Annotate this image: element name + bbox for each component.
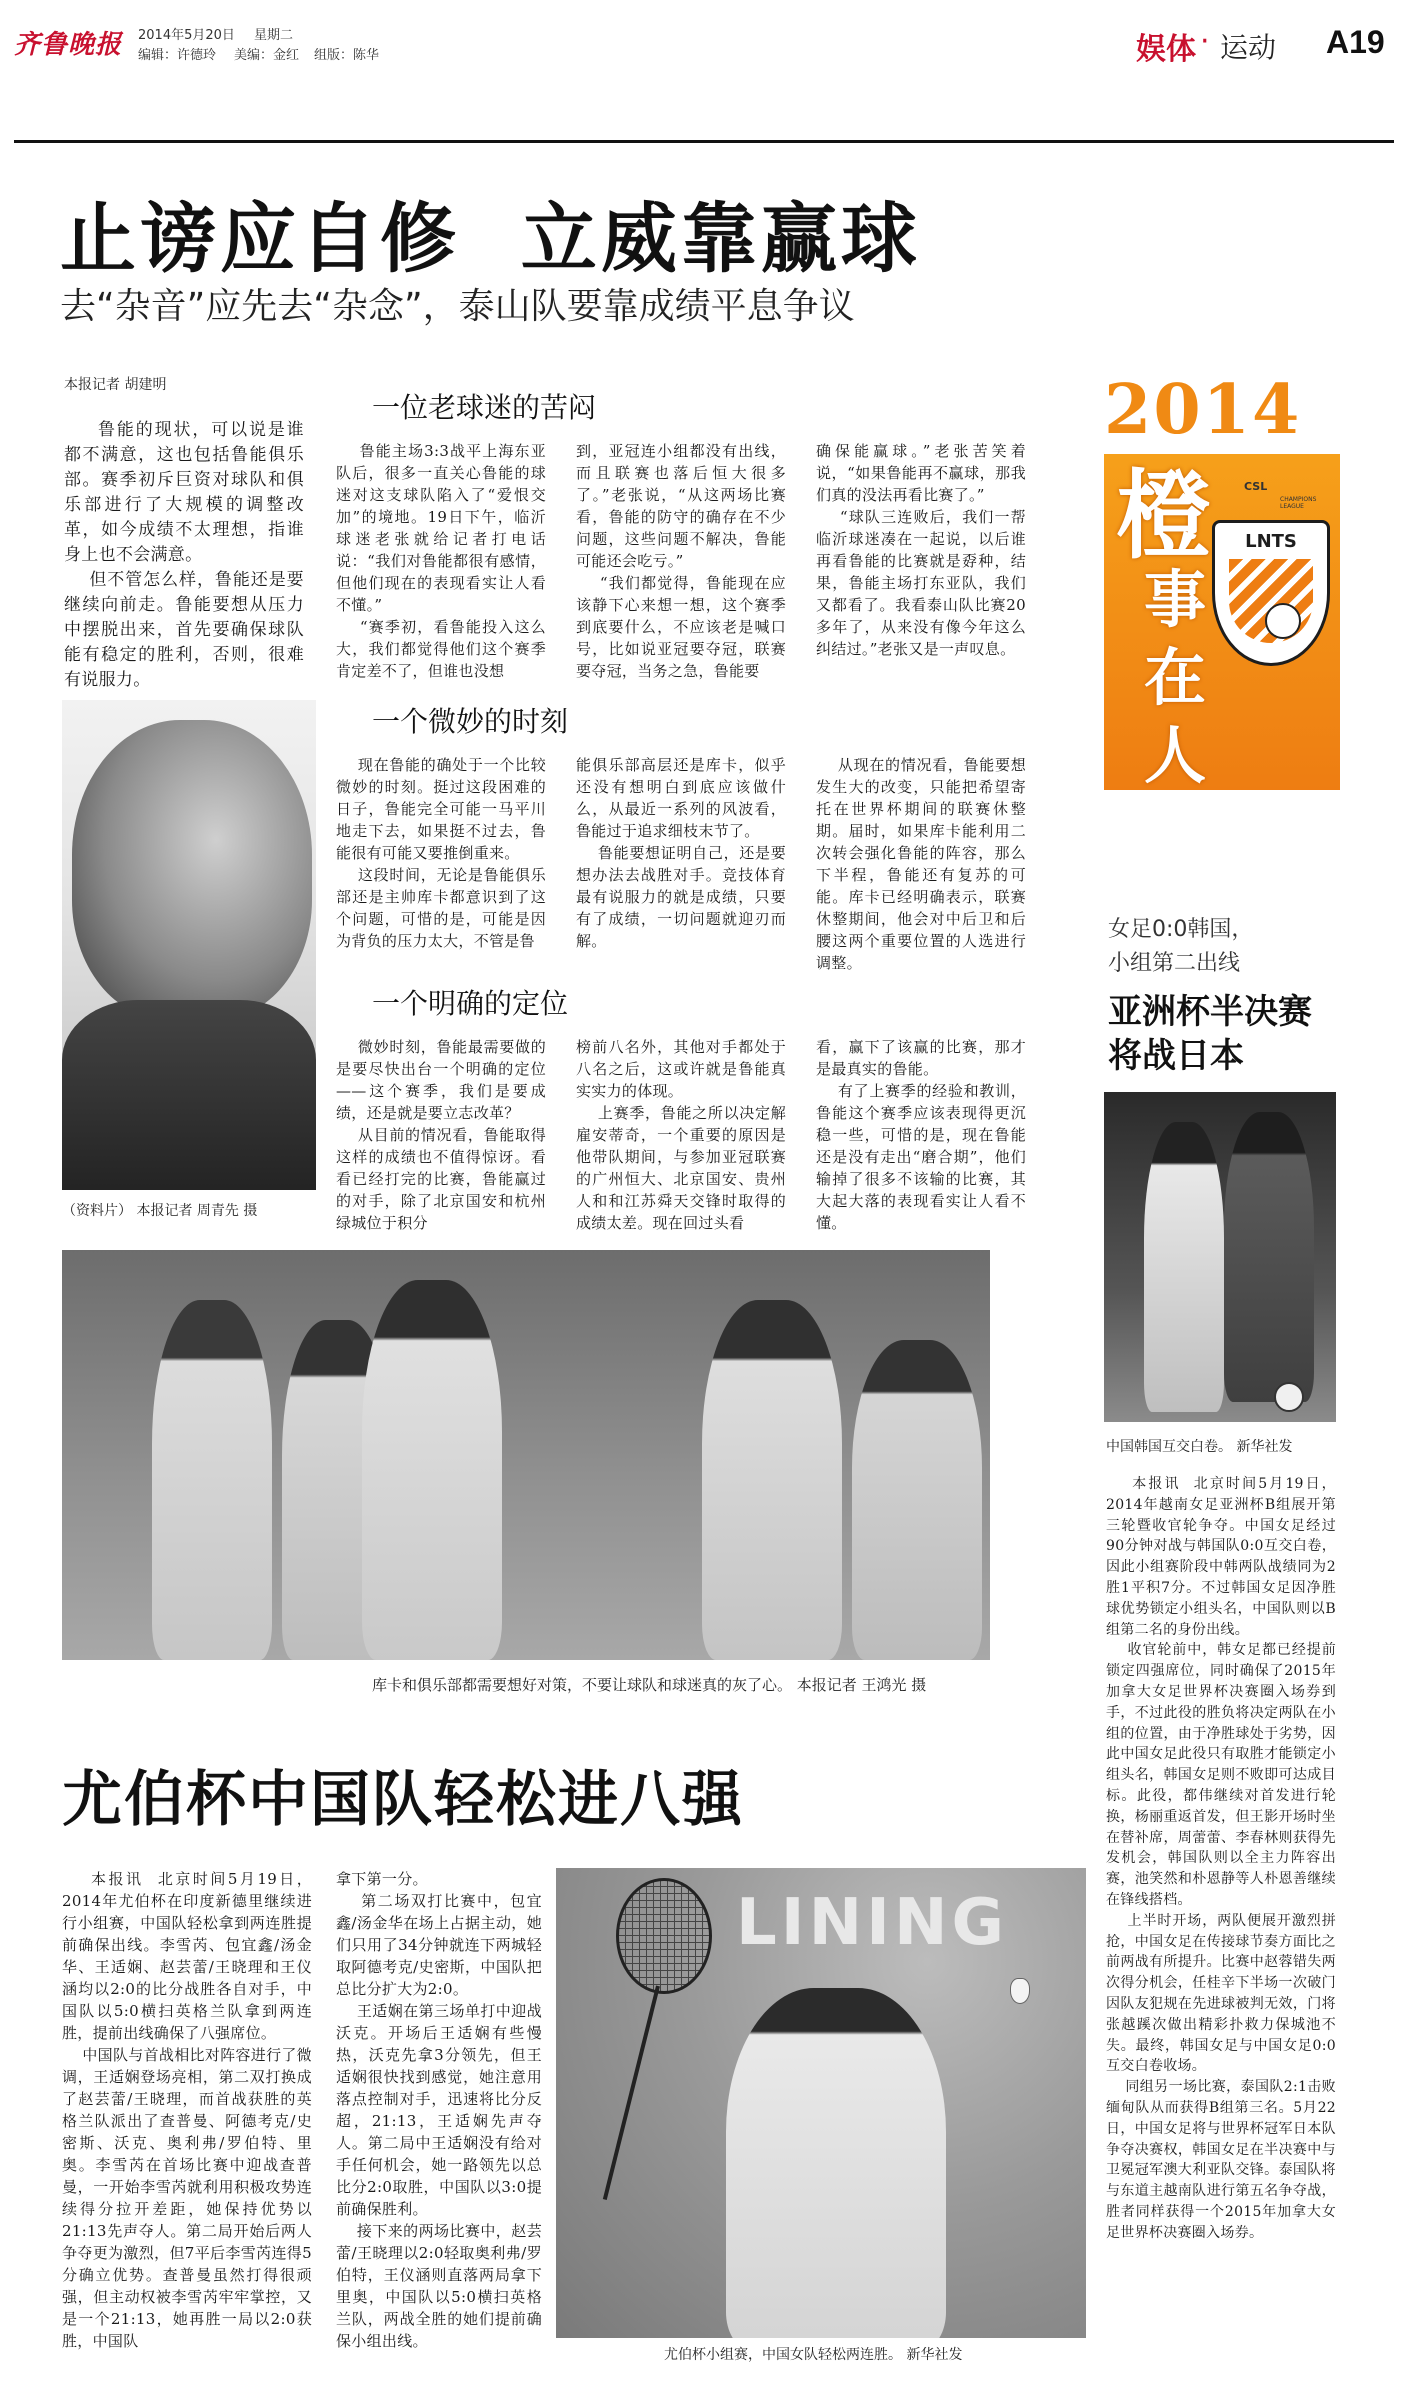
racket-brand-text: LINING	[736, 1886, 1009, 1960]
badminton-photo-caption: 尤伯杯小组赛，中国女队轻松两连胜。 新华社发	[664, 2347, 963, 2363]
acl-logo: CHAMPIONS LEAGUE	[1280, 496, 1317, 510]
section-moment-col2: 能俱乐部高层还是库卡，似乎还没有想明白到底应该做什么，从最近一系列的风波看，鲁能过于追求细枝末节了。 鲁能要想证明自己，还是要想办法去战胜对手。竞技体育最有说服力的就是成绩，只要有了成绩，一切问题就迎刃而解。	[576, 756, 786, 950]
issue-date: 2014年5月20日	[138, 28, 235, 43]
women-football-photo-caption: 中国韩国互交白卷。 新华社发	[1106, 1439, 1293, 1455]
lead-subheadline: 去“杂音”应先去“杂念”，泰山队要靠成绩平息争议	[60, 286, 855, 327]
women-football-headline-2: 将战日本	[1108, 1036, 1244, 1076]
uber-cup-headline: 尤伯杯中国队轻松进八强	[62, 1765, 744, 1835]
header-rule	[14, 140, 1394, 143]
section-position-col1: 微妙时刻，鲁能最需要做的是要尽快出台一个明确的定位——这个赛季，我们是要成绩，还是就是要立志改革？ 从目前的情况看，鲁能取得这样的成绩也不值得惊讶。看看已经打完的比赛，鲁能赢过的对手，除了北京国安和杭州绿城位于积分	[336, 1038, 546, 1232]
section-fan-col3: 确保能赢球。”老张苦笑着说，“如果鲁能再不赢球，那我们真的没法再看比赛了。” “球队三连败后，我们一帮临沂球迷凑在一起说，以后谁再看鲁能的比赛就是孬种，结果，鲁能主场打东亚队，我们又都看了。我看泰山队比赛20多年了，从来没有像今年这么纠结过。”老张又是一声叹息。	[816, 442, 1026, 658]
club-badge-icon	[1212, 520, 1330, 666]
coach-photo-caption: （资料片） 本报记者 周青先 摄	[62, 1203, 258, 1219]
promo-char-4: 人	[1144, 719, 1207, 792]
masthead	[14, 24, 1394, 67]
lead-headline: 止谤应自修 立威靠赢球	[60, 194, 921, 283]
newspaper-logo: 齐鲁晚报	[14, 30, 123, 60]
women-football-photo	[1104, 1092, 1336, 1422]
shuttlecock-icon	[1010, 1978, 1030, 2004]
issue-weekday: 星期二	[254, 28, 294, 43]
section-fan-col2: 到，亚冠连小组都没有出线，而且联赛也落后恒大很多了。”老张说，“从这两场比赛看，鲁能的防守的确存在不少问题，这些问题不解决，鲁能可能还会吃亏。” “我们都觉得，鲁能现在应该静下心来想一想，这个赛季到底要什么，不应该老是喊口号，比如说亚冠要夺冠，联赛要夺冠，当务之急，鲁能要	[576, 442, 786, 680]
layout-editor-credit: 组版：陈华	[314, 48, 380, 63]
section-fan-col1: 鲁能主场3:3战平上海东亚队后，很多一直关心鲁能的球迷对这支球队陷入了“爱恨交加”的境地。19日下午，临沂球迷老张就给记者打电话说：“我们对鲁能都很有感情，但他们现在的表现看实让人看不懂。” “赛季初，看鲁能投入这么大，我们都觉得他们这个赛季肯定差不了，但谁也没想	[336, 442, 546, 680]
section-position-col3: 看，赢下了该赢的比赛，那才是最真实的鲁能。 有了上赛季的经验和教训，鲁能这个赛季应该表现得更沉稳一些，可惜的是，现在鲁能还是没有走出“磨合期”，他们输掉了很多不该输的比赛，其大起大落的表现看实让人看不懂。	[816, 1038, 1026, 1232]
section-position-col2: 榜前八名外，其他对手都处于八名之后，这或许就是鲁能真实实力的体现。 上赛季，鲁能之所以决定解雇安蒂奇，一个重要的原因是他带队期间，与参加亚冠联赛的广州恒大、北京国安、贵州人和和江苏舜天交锋时取得的成绩太差。现在回过头看	[576, 1038, 786, 1232]
club-badge-label: LNTS	[1245, 531, 1297, 552]
csl-logo: CSL	[1244, 480, 1268, 493]
promo-year: 2014	[1104, 370, 1302, 450]
page-number: A19	[1326, 24, 1385, 60]
promo-char-3: 在	[1144, 641, 1207, 714]
badminton-photo	[556, 1868, 1086, 2338]
promo-box	[1104, 370, 1340, 790]
editor-credit: 编辑：许德玲	[138, 48, 217, 63]
section-name-b: 运动	[1220, 31, 1277, 64]
section-name-a: 娱体	[1136, 32, 1196, 67]
uber-cup-col1: 本报讯 北京时间5月19日，2014年尤伯杯在印度新德里继续进行小组赛，中国队轻松拿到两连胜提前确保出线。李雪芮、包宜鑫/汤金华、王适娴、赵芸蕾/王晓理和王仪涵均以2:0的比分战胜各自对手，中国队以5:0横扫英格兰队拿到两连胜，提前出线确保了八强席位。 中国队与首战相比对阵容进行了微调，王适娴登场亮相，第二双打换成了赵芸蕾/王晓理，而首战获胜的英格兰队派出了查普曼、阿德考克/史密斯、沃克、奥利弗/罗伯特、里奥。李雪芮在首场比赛中迎战查普曼，一开始李雪芮就利用积极攻势连续得分拉开差距，她保持优势以21:13先声夺人。第二局开始后两人争夺更为激烈，但7平后李雪芮连得5分确立优势。查普曼虽然打得很顽强，但主动权被李雪芮牢牢掌控，又是一个21:13，她再胜一局以2:0获胜，中国队	[62, 1870, 312, 2350]
lead-intro: 鲁能的现状，可以说是谁都不满意，这也包括鲁能俱乐部。赛季初斥巨资对球队和俱乐部进行了大规模的调整改革，如今成绩不太理想，指谁身上也不会满意。 但不管怎么样，鲁能还是要继续向前走。鲁能要想从压力中摆脱出来，首先要确保球队能有稳定的胜利，否则，很难有说服力。	[64, 420, 304, 690]
lead-byline: 本报记者 胡建明	[64, 377, 167, 393]
section-title-fan: 一位老球迷的苦闷	[372, 391, 597, 424]
art-editor-credit: 美编：金红	[234, 48, 300, 63]
team-photo	[62, 1250, 990, 1660]
uber-cup-col2: 拿下第一分。 第二场双打比赛中，包宜鑫/汤金华在场上占据主动，她们只用了34分钟就连下两城轻取阿德考克/史密斯，中国队把总比分扩大为2:0。 王适娴在第三场单打中迎战沃克。开场后王适娴有些慢热，沃克先拿3分领先，但王适娴很快找到感觉，她注意用落点控制对手，迅速将比分反超，21:13，王适娴先声夺人。第二局中王适娴没有给对手任何机会，她一路领先以总比分2:0取胜，中国队以3:0提前确保胜利。 接下来的两场比赛中，赵芸蕾/王晓理以2:0轻取奥利弗/罗伯特，王仪涵则直落两局拿下里奥，中国队以5:0横扫英格兰队，两战全胜的她们提前确保小组出线。	[336, 1870, 542, 2350]
section-moment-col3: 从现在的情况看，鲁能要想发生大的改变，只能把希望寄托在世界杯期间的联赛休整期。届时，如果库卡能利用二次转会强化鲁能的阵容，那么下半程，鲁能还有复苏的可能。库卡已经明确表示，联赛休整期间，他会对中后卫和后腰这两个重要位置的人选进行调整。	[816, 756, 1026, 972]
women-football-kicker-2: 小组第二出线	[1108, 951, 1241, 976]
team-photo-caption: 库卡和俱乐部都需要想好对策，不要让球队和球迷真的灰了心。 本报记者 王鸿光 摄	[372, 1676, 927, 1694]
women-football-kicker-1: 女足0:0韩国，	[1108, 917, 1254, 942]
women-football-article: 本报讯 北京时间5月19日，2014年越南女足亚洲杯B组展开第三轮暨收官轮争夺。中国女足经过90分钟对战与韩国队0:0互交白卷，因此小组赛阶段中韩两队战绩同为2胜1平积7分。不过韩国女足因净胜球优势锁定小组头名，中国队则以B组第二名的身份出线。 收官轮前中，韩女足都已经提前锁定四强席位，同时确保了2015年加拿大女足世界杯决赛圈入场券到手，不过此役的胜负将决定两队在小组的位置，由于净胜球处于劣势，因此中国女足此役只有取胜才能锁定小组头名，韩国女足则不败即可达成目标。此役，都伟继续对首发进行轮换，杨丽重返首发，但王影开场时坐在替补席，周蕾蕾、李春林则获得先发机会，韩国队则以全主力阵容出赛，池笑然和朴恩静等人朴恩善继续在锋线搭档。 上半时开场，两队便展开激烈拼抢，中国女足在传接球节奏方面比之前两战有所提升。比赛中赵蓉错失两次得分机会，任桂辛下半场一次破门因队友犯规在先进球被判无效，门将张越蹊次做出精彩扑救力保城池不失。最终，韩国女足与中国女足0:0互交白卷收场。 同组另一场比赛，泰国队2:1击败缅甸队从而获得B组第三名。5月22日，中国女足将与世界杯冠军日本队争夺决赛权，韩国女足在半决赛中与卫冕冠军澳大利亚队交锋。泰国队将与东道主越南队进行第五名争夺战，胜者同样获得一个2015年加拿大女足世界杯决赛圈入场券。	[1106, 1476, 1336, 2241]
promo-char-1: 橙	[1116, 460, 1212, 572]
coach-portrait-photo	[62, 700, 316, 1190]
women-football-headline-1: 亚洲杯半决赛	[1108, 992, 1312, 1032]
section-title-position: 一个明确的定位	[372, 987, 569, 1020]
promo-char-2: 事	[1144, 563, 1207, 636]
badminton-racket-icon	[616, 1878, 712, 1994]
section-moment-col1: 现在鲁能的确处于一个比较微妙的时刻。挺过这段困难的日子，鲁能完全可能一马平川地走下去，如果挺不过去，鲁能很有可能又要推倒重来。 这段时间，无论是鲁能俱乐部还是主帅库卡都意识到了这个问题，可惜的是，可能是因为背负的压力太大，不管是鲁	[336, 756, 546, 950]
section-title-moment: 一个微妙的时刻	[372, 705, 569, 738]
section-separator: ·	[1200, 24, 1210, 59]
